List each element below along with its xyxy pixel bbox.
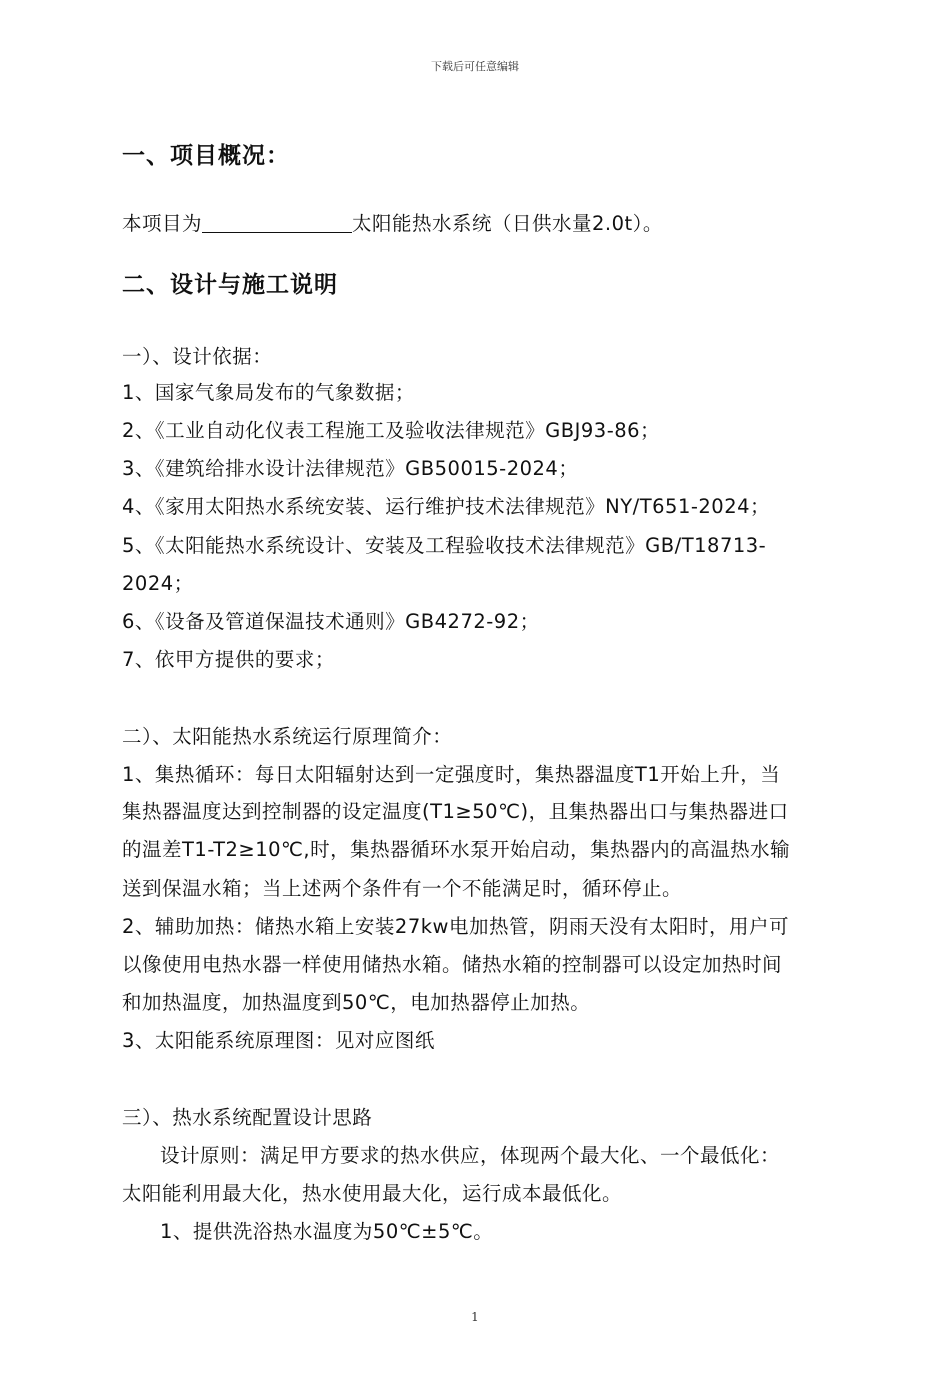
principle-line: 3、太阳能系统原理图：见对应图纸	[122, 1029, 435, 1052]
principle-title: 二）、太阳能热水系统运行原理简介：	[122, 725, 453, 748]
principle-line: 1、集热循环：每日太阳辐射达到一定强度时，集热器温度T1开始上升，当	[122, 763, 781, 786]
config-line: 1、提供洗浴热水温度为50℃±5℃。	[160, 1220, 494, 1243]
basis-item: 4、《家用太阳热水系统安装、运行维护技术法律规范》NY/T651-2024；	[122, 495, 771, 518]
config-title: 三）、热水系统配置设计思路	[122, 1106, 373, 1129]
basis-item: 5、《太阳能热水系统设计、安装及工程验收技术法律规范》GB/T18713-	[122, 534, 767, 557]
section-2-title: 二、设计与施工说明	[122, 272, 338, 298]
config-line: 设计原则：满足甲方要求的热水供应，体现两个最大化、一个最低化：	[160, 1144, 781, 1167]
basis-item: 6、《设备及管道保温技术通则》GB4272-92；	[122, 610, 540, 633]
basis-item: 3、《建筑给排水设计法律规范》GB50015-2024；	[122, 457, 579, 480]
principle-line: 2、辅助加热：储热水箱上安装27kw电加热管，阴雨天没有太阳时，用户可	[122, 915, 789, 938]
principle-line: 集热器温度达到控制器的设定温度(T1≥50℃)，且集热器出口与集热器进口	[122, 800, 789, 823]
intro-prefix: 本项目为	[122, 212, 203, 235]
page-header: 下载后可任意编辑	[431, 60, 519, 73]
principle-line: 以像使用电热水器一样使用储热水箱。储热水箱的控制器可以设定加热时间	[122, 953, 783, 976]
principle-line: 送到保温水箱；当上述两个条件有一个不能满足时，循环停止。	[122, 877, 683, 900]
principle-line: 的温差T1-T2≥10℃,时，集热器循环水泵开始启动，集热器内的高温热水输	[122, 838, 791, 861]
basis-item-continued: 2024；	[122, 572, 194, 595]
intro-suffix: 太阳能热水系统（日供水量2.0t）。	[352, 212, 663, 235]
basis-item: 2、《工业自动化仪表工程施工及验收法律规范》GBJ93-86；	[122, 419, 661, 442]
basis-item: 1、国家气象局发布的气象数据；	[122, 381, 415, 404]
project-intro	[122, 208, 663, 236]
project-name-blank	[202, 212, 352, 233]
section-1-title: 一、项目概况：	[122, 143, 290, 169]
basis-item: 7、依甲方提供的要求；	[122, 648, 335, 671]
config-line: 太阳能利用最大化，热水使用最大化，运行成本最低化。	[122, 1182, 623, 1205]
principle-line: 和加热温度，加热温度到50℃，电加热器停止加热。	[122, 991, 591, 1014]
page-number: 1	[471, 1310, 479, 1324]
design-basis-title: 一）、设计依据：	[122, 345, 273, 368]
